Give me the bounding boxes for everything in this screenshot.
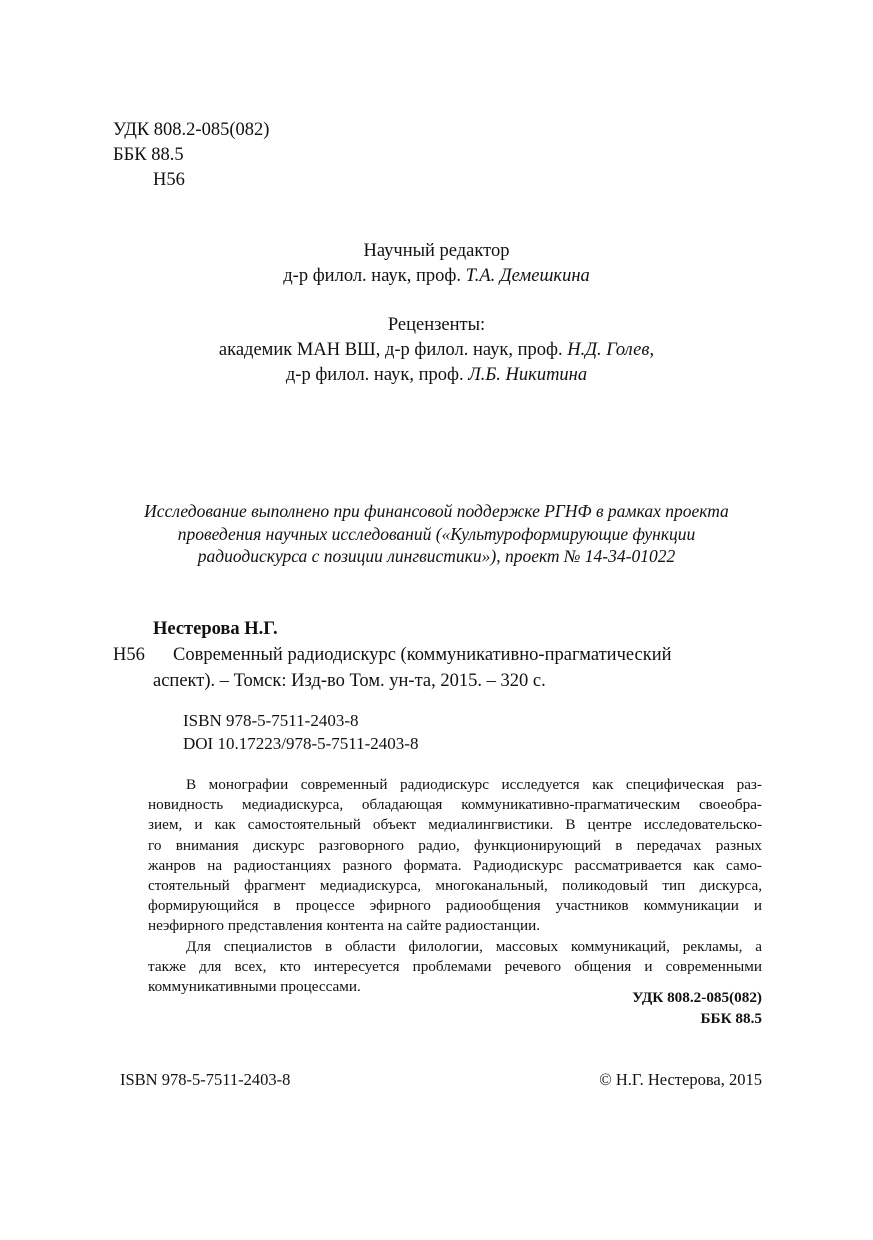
scientific-editor-title: д-р филол. наук, проф. [283, 266, 466, 286]
grant-note [0, 500, 873, 568]
scientific-editor-name: Т.А. Демешкина [465, 266, 590, 286]
abstract-line: стоятельный фрагмент медиадискурса, многоканальный, поликодовый тип дискурса, [148, 877, 762, 895]
scientific-editor [0, 239, 873, 289]
abstract-line: жанров на радиостанциях разного формата. Радиодискурс рассматривается как само- [148, 856, 762, 874]
abstract-line: Для специалистов в области филологии, массовых коммуникаций, рекламы, а [186, 937, 762, 955]
bib-title-line: аспект). – Томск: Изд-во Том. ун-та, 2015. – 320 с. [153, 671, 546, 691]
reviewer-line [0, 338, 873, 363]
classification-block [113, 118, 269, 193]
abstract-udk: УДК 808.2-085(082) [632, 989, 762, 1006]
reviewer-title: д-р филол. наук, проф. [285, 365, 469, 385]
abstract-line: зием, и как самостоятельный объект медиалингвистики. В центре исследовательско- [148, 816, 762, 834]
abstract-paragraph [148, 775, 762, 937]
grant-note-line: Исследование выполнено при финансовой поддержке РГНФ в рамках проекта [144, 501, 729, 521]
abstract-line: го внимания дискурс разговорного радио, функционирующий в передачах разных [148, 836, 762, 854]
isbn: ISBN 978-5-7511-2403-8 [183, 711, 359, 730]
reviewer-line [0, 363, 873, 388]
reviewer-name: Л.Б. Никитина [468, 365, 588, 385]
reviewers [0, 313, 873, 388]
reviewer-name: Н.Д. Голев [567, 340, 650, 360]
udk-code: УДК 808.2-085(082) [113, 120, 270, 140]
author-mark: Н56 [153, 170, 185, 190]
reviewer-title: академик МАН ВШ, д-р филол. наук, проф. [218, 340, 568, 360]
abstract-classification [560, 988, 762, 1029]
footer-isbn: ISBN 978-5-7511-2403-8 [120, 1070, 291, 1089]
abstract-line: новидность медиадискурса, обладающая коммуникативно-прагматическим своеобра- [148, 796, 762, 814]
abstract-line: формирующийся в процессе эфирного радиообщения участников коммуникации и [148, 897, 762, 915]
abstract-line: неэфирного представления контента на сайте радиостанции. [148, 917, 541, 935]
abstract [148, 775, 762, 997]
footer-copyright: © Н.Г. Нестерова, 2015 [599, 1070, 762, 1089]
abstract-line: коммуникативными процессами. [148, 978, 361, 996]
abstract-bbk: ББК 88.5 [700, 1009, 762, 1027]
reviewers-heading: Рецензенты: [387, 315, 486, 335]
scientific-editor-line [0, 264, 873, 289]
bib-author-mark: Н56 [113, 645, 145, 665]
abstract-line: В монографии современный радиодискурс исследуется как специфическая раз- [186, 776, 762, 793]
bib-title-line: Современный радиодискурс (коммуникативно-прагматический [173, 645, 672, 665]
scientific-editor-heading: Научный редактор [363, 241, 510, 261]
grant-note-line: проведения научных исследований («Культуроформирующие функции [177, 523, 696, 544]
doi: DOI 10.17223/978-5-7511-2403-8 [183, 734, 419, 753]
bbk-code: ББК 88.5 [113, 145, 184, 165]
author-name: Нестерова Н.Г. [153, 619, 278, 639]
reviewer-suffix: , [649, 340, 655, 360]
grant-note-line: радиодискурса с позиции лингвистики»), проект № 14-34-01022 [197, 546, 676, 566]
isbn-doi-block [183, 709, 418, 755]
abstract-line: также для всех, кто интересуется проблемами речевого общения и современными [148, 957, 762, 975]
